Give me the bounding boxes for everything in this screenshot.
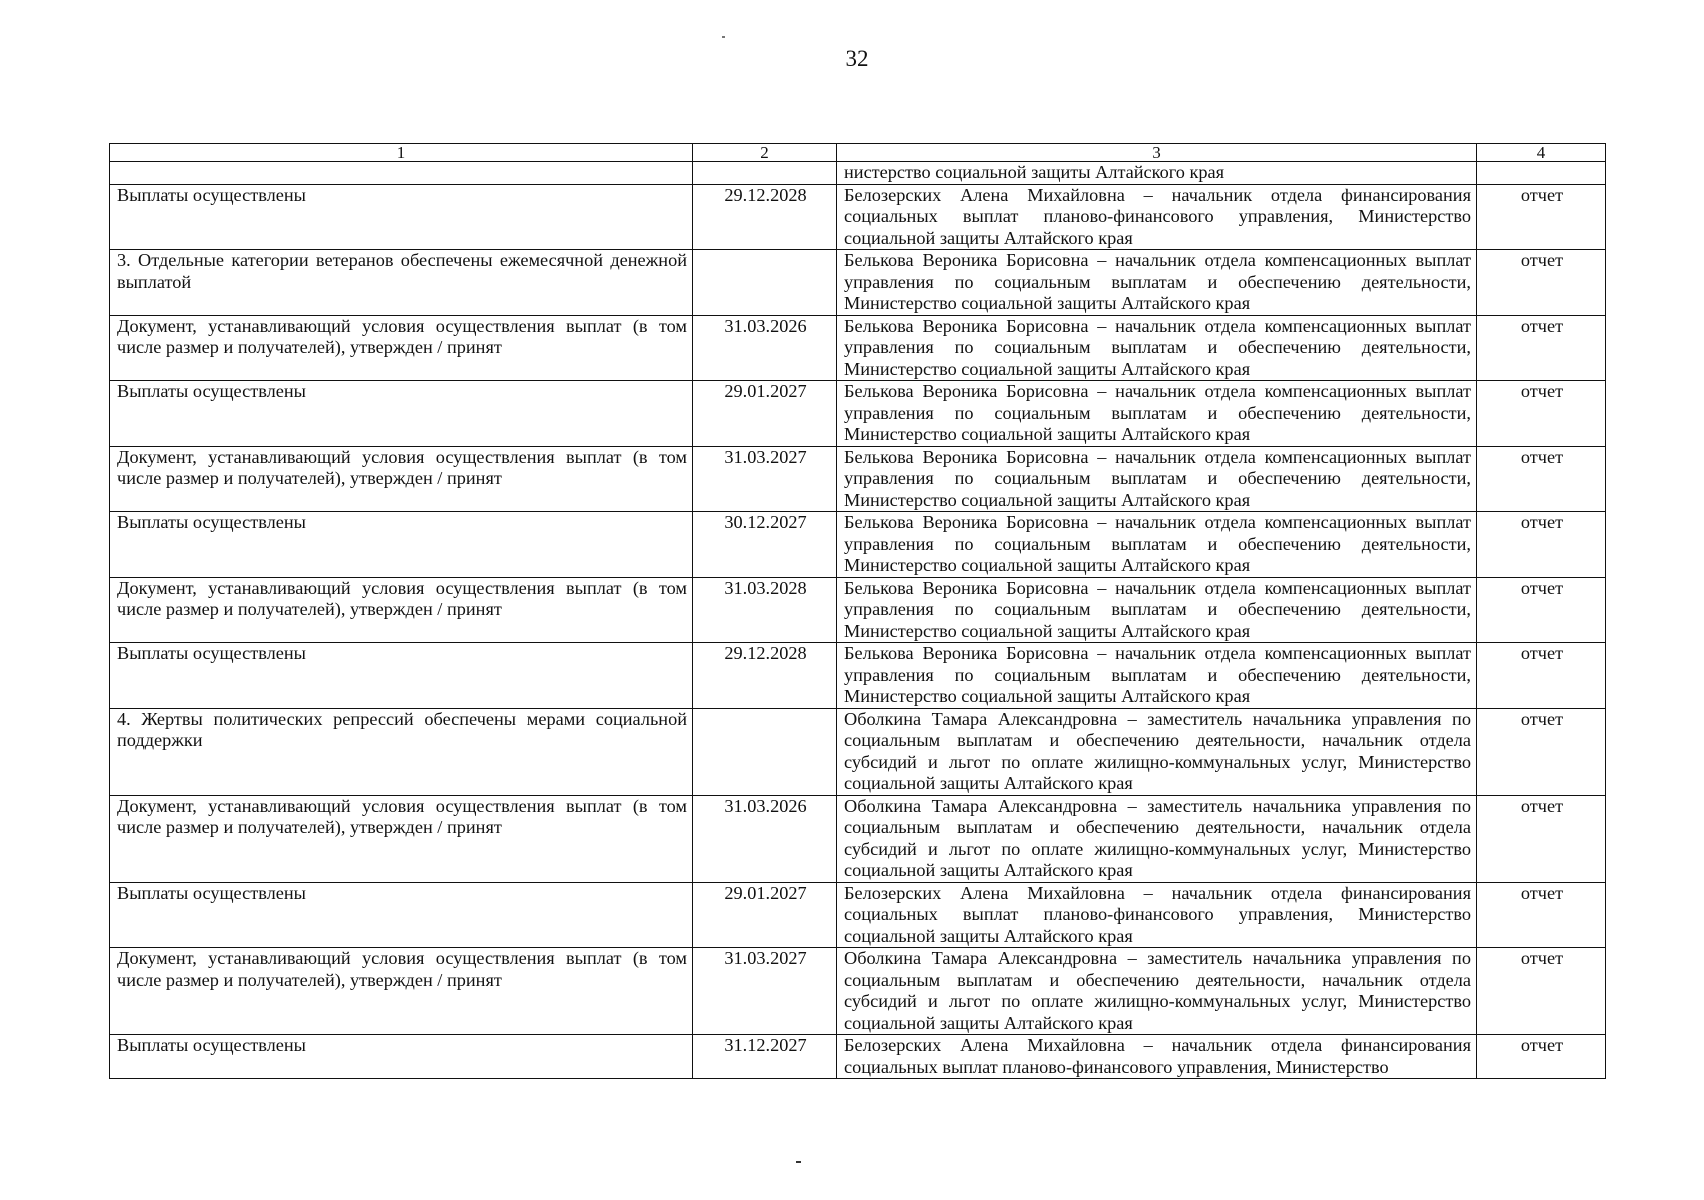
data-table [109,143,1606,1079]
date-cell: 31.03.2027 [693,446,837,512]
document-type-cell: отчет [1477,577,1606,643]
column-header-3: 3 [837,144,1477,162]
table-row [110,162,1606,185]
document-type-cell: отчет [1477,512,1606,578]
date-cell: 30.12.2027 [693,512,837,578]
document-type-cell [1477,162,1606,185]
responsible-cell: Белькова Вероника Борисовна – начальник отдела компенсационных выплат управления по социальным выплатам и обеспечению деятельности, Министерство социальной защиты Алтайского края [837,577,1477,643]
result-cell: Документ, устанавливающий условия осуществления выплат (в том числе размер и получателей), утвержден / принят [110,795,693,882]
result-cell: Документ, устанавливающий условия осуществления выплат (в том числе размер и получателей), утвержден / принят [110,948,693,1035]
result-cell [110,162,693,185]
page-number: 32 [845,46,869,71]
column-header-1: 1 [110,144,693,162]
document-type-cell: отчет [1477,315,1606,381]
document-type-cell: отчет [1477,381,1606,447]
table-header-row [110,144,1606,162]
responsible-cell: Оболкина Тамара Александровна – заместитель начальника управления по социальным выплатам и обеспечению деятельности, начальник отдела субсидий и льгот по оплате жилищно-коммунальных услуг, Министерство социальной защиты Алтайского края [837,708,1477,795]
document-type-cell: отчет [1477,882,1606,948]
table-row [110,708,1606,795]
document-type-cell: отчет [1477,184,1606,250]
table-row [110,512,1606,578]
document-type-cell: отчет [1477,1035,1606,1079]
document-type-cell: отчет [1477,708,1606,795]
column-header-2: 2 [693,144,837,162]
date-cell: 29.12.2028 [693,184,837,250]
responsible-cell: Белозерских Алена Михайловна – начальник отдела финансирования социальных выплат планово-финансового управления, Министерство социальной защиты Алтайского края [837,882,1477,948]
responsible-cell: Оболкина Тамара Александровна – заместитель начальника управления по социальным выплатам и обеспечению деятельности, начальник отдела субсидий и льгот по оплате жилищно-коммунальных услуг, Министерство социальной защиты Алтайского края [837,948,1477,1035]
result-cell: Выплаты осуществлены [110,643,693,709]
document-type-cell: отчет [1477,446,1606,512]
result-cell: Документ, устанавливающий условия осуществления выплат (в том числе размер и получателей), утвержден / принят [110,577,693,643]
responsible-cell: Белькова Вероника Борисовна – начальник отдела компенсационных выплат управления по социальным выплатам и обеспечению деятельности, Министерство социальной защиты Алтайского края [837,250,1477,316]
date-cell [693,708,837,795]
document-type-cell: отчет [1477,643,1606,709]
result-cell: Документ, устанавливающий условия осуществления выплат (в том числе размер и получателей), утвержден / принят [110,446,693,512]
date-cell: 31.03.2027 [693,948,837,1035]
table-row [110,315,1606,381]
date-cell: 29.01.2027 [693,381,837,447]
result-cell: 3. Отдельные категории ветеранов обеспечены ежемесячной денежной выплатой [110,250,693,316]
date-cell: 29.12.2028 [693,643,837,709]
table-row [110,381,1606,447]
responsible-cell: Белькова Вероника Борисовна – начальник отдела компенсационных выплат управления по социальным выплатам и обеспечению деятельности, Министерство социальной защиты Алтайского края [837,643,1477,709]
document-type-cell: отчет [1477,948,1606,1035]
table-row [110,577,1606,643]
result-cell: Выплаты осуществлены [110,512,693,578]
responsible-cell: нистерство социальной защиты Алтайского края [837,162,1477,185]
table-row [110,1035,1606,1079]
result-cell: Выплаты осуществлены [110,184,693,250]
table-row [110,948,1606,1035]
table-row [110,446,1606,512]
table-row [110,250,1606,316]
responsible-cell: Белькова Вероника Борисовна – начальник отдела компенсационных выплат управления по социальным выплатам и обеспечению деятельности, Министерство социальной защиты Алтайского края [837,446,1477,512]
responsible-cell: Белозерских Алена Михайловна – начальник отдела финансирования социальных выплат планово-финансового управления, Министерство [837,1035,1477,1079]
date-cell [693,162,837,185]
responsible-cell: Белькова Вероника Борисовна – начальник отдела компенсационных выплат управления по социальным выплатам и обеспечению деятельности, Министерство социальной защиты Алтайского края [837,381,1477,447]
column-header-4: 4 [1477,144,1606,162]
result-cell: Документ, устанавливающий условия осуществления выплат (в том числе размер и получателей), утвержден / принят [110,315,693,381]
responsible-cell: Оболкина Тамара Александровна – заместитель начальника управления по социальным выплатам и обеспечению деятельности, начальник отдела субсидий и льгот по оплате жилищно-коммунальных услуг, Министерство социальной защиты Алтайского края [837,795,1477,882]
responsible-cell: Белькова Вероника Борисовна – начальник отдела компенсационных выплат управления по социальным выплатам и обеспечению деятельности, Министерство социальной защиты Алтайского края [837,512,1477,578]
responsible-cell: Белькова Вероника Борисовна – начальник отдела компенсационных выплат управления по социальным выплатам и обеспечению деятельности, Министерство социальной защиты Алтайского края [837,315,1477,381]
scan-dash-mark [796,1161,801,1163]
responsible-cell: Белозерских Алена Михайловна – начальник отдела финансирования социальных выплат планово-финансового управления, Министерство социальной защиты Алтайского края [837,184,1477,250]
scan-speck [722,36,725,38]
date-cell: 31.12.2027 [693,1035,837,1079]
table-row [110,184,1606,250]
result-cell: Выплаты осуществлены [110,381,693,447]
document-type-cell: отчет [1477,795,1606,882]
date-cell: 29.01.2027 [693,882,837,948]
date-cell: 31.03.2026 [693,315,837,381]
date-cell: 31.03.2026 [693,795,837,882]
result-cell: Выплаты осуществлены [110,882,693,948]
date-cell: 31.03.2028 [693,577,837,643]
table-row [110,795,1606,882]
date-cell [693,250,837,316]
document-type-cell: отчет [1477,250,1606,316]
table-row [110,643,1606,709]
result-cell: Выплаты осуществлены [110,1035,693,1079]
result-cell: 4. Жертвы политических репрессий обеспечены мерами социальной поддержки [110,708,693,795]
table-row [110,882,1606,948]
